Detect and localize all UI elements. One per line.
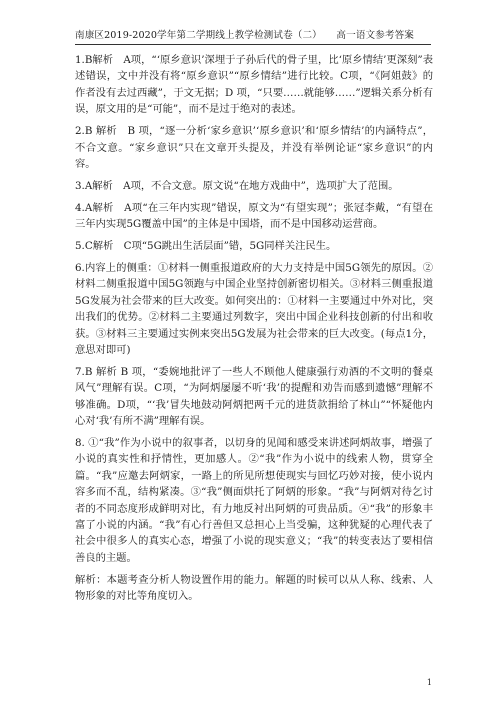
answer-3: 3.A解析 A项，不合文意。原文说“在地方戏曲中”，选项扩大了范围。 (75, 179, 399, 192)
answer-6: 6.内容上的侧重：①材料一侧重报道政府的大力支持是中国5G领先的原因。②材料二侧重报道中国5G领跑与中国企业坚持创新密切相关。③材料三侧重报道5G发展为社会带来的巨大改变。如何突出的：①材料一主要通过中外对比，突出我们的优势。②材料二主要通过列数字，突出中国企业科技创新的付出和收获。③材料三主要通过实例来突出5G发展为社会带来的巨大改变。(每点1分，意思对即可) (75, 261, 433, 356)
page-number: 1 (426, 678, 432, 687)
answer-4: 4.A解析 A项“在三年内实现”错误，原文为“有望实现”；张冠李戴，“有望在三年内实现5G覆盖中国”的主体是中国塔，而不是中国移动运营商。 (75, 201, 433, 231)
answer-7: 7.B 解析 B 项，“委婉地批评了一些人不顾他人健康强行劝酒的不文明的餐桌风气”理解有误。C项，“为阿炳屡屡不听‘我’的提醒和劝告而感到遗憾”理解不够准确。D项，“‘我’冒失地鼓动阿炳把两千元的进货款捐给了林山”“怀疑他内心对‘我’有所不满”理解有误。 (75, 365, 433, 428)
answer-1: 1.B解析 A项，“‘原乡意识’深埋于子孙后代的骨子里，比‘原乡情结’更深刻”表述错误，文中并没有将“原乡意识”“原乡情结”进行比较。C项，“《阿姐鼓》的作者没有去过西藏”，于文无据；D 项，“只要……就能够……”逻辑关系分析有误，原文用的是“可能”，而不是过于绝对的表述。 (75, 54, 433, 116)
page-header: 南康区2019-2020学年第二学期线上教学检测试卷（二） 高一语文参考答案 (75, 30, 414, 41)
answer-8: 8. ①“我”作为小说中的叙事者，以切身的见闻和感受来讲述阿炳故事，增强了小说的真实性和抒情性，更加感人。②“我”作为小说中的线索人物，贯穿全篇。“我”应邀去阿炳家，一路上的所见所想使现实与回忆巧妙对接，使小说内容多而不乱，结构紧凑。③“我”侧面烘托了阿炳的形象。“我”与阿炳对待乞讨者的不同态度形成鲜明对比，有力地反衬出阿炳的可贵品质。④“我”的形象丰富了小说的内涵。“我”有心行善但又总担心上当受骗，这种犹疑的心理代表了社会中很多人的真实心态，增强了小说的现实意义；“我”的转变表达了要相信善良的主题。 (75, 437, 433, 564)
answer-2: 2.B 解析 B 项，“逐一分析‘家乡意识’‘原乡意识’和‘原乡情结’的内涵特点”，不合文意。“家乡意识”只在文章开头提及，并没有举例论证“家乡意识”的内容。 (75, 125, 433, 170)
answer-8-explanation: 解析：本题考查分析人物设置作用的能力。解题的时候可以从人称、线索、人物形象的对比等角度切入。 (75, 573, 433, 603)
answer-body (75, 52, 433, 610)
header-divider (75, 44, 431, 45)
answer-5: 5.C解析 C项“5G跳出生活层面”错，5G同样关注民生。 (75, 240, 337, 253)
